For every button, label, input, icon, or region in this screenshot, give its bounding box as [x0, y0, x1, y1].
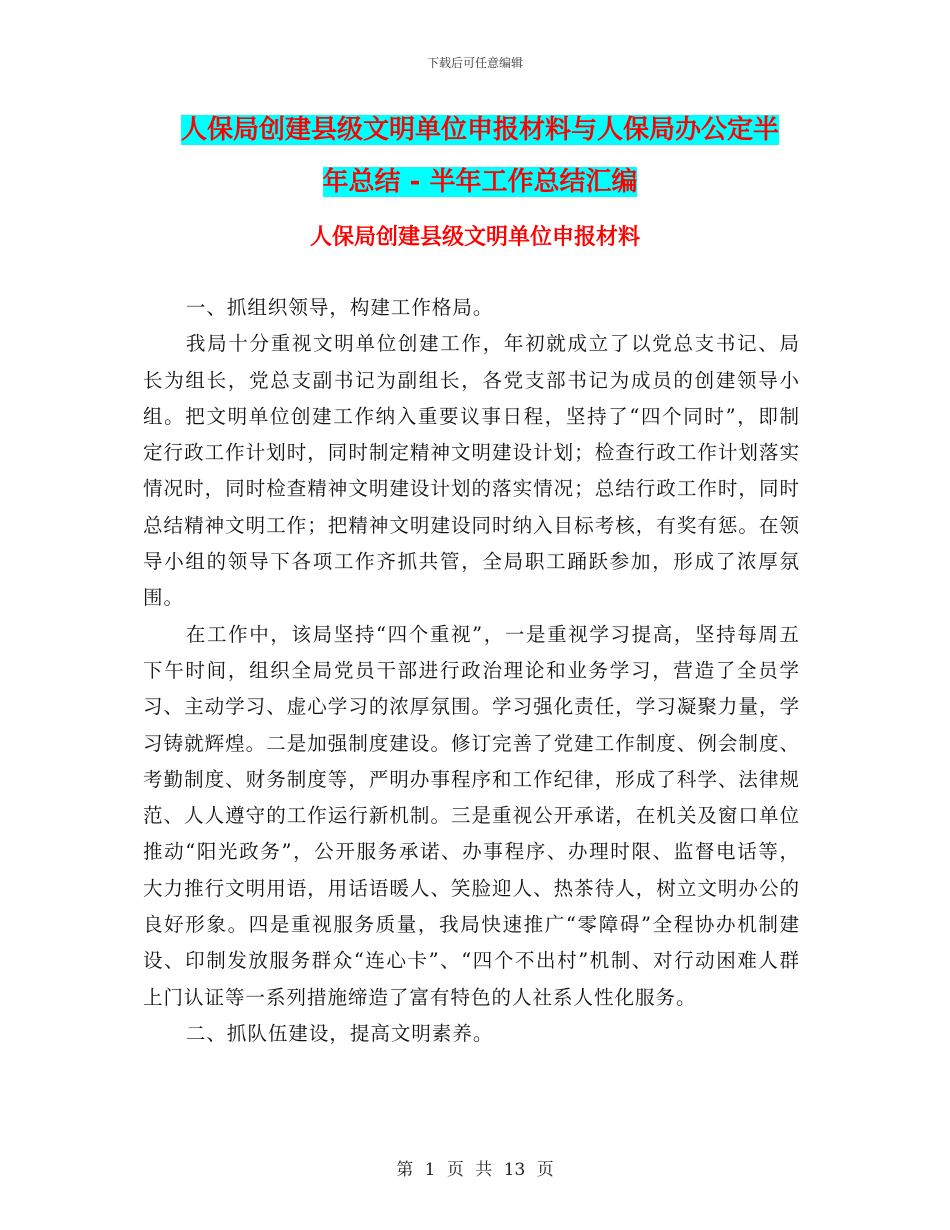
document-title-line-1: 人保局创建县级文明单位申报材料与人保局办公定半	[180, 115, 779, 145]
body-paragraph-2: 在工作中，该局坚持“四个重视”，一是重视学习提高，坚持每周五下午时间，组织全局党员干部进行政治理论和业务学习，营造了全员学习、主动学习、虚心学习的浓厚氛围。学习强化责任，学习凝聚力量，学习铸就辉煌。二是加强制度建设。修订完善了党建工作制度、例会制度、考勤制度、财务制度等，严明办事程序和工作纪律，形成了科学、法律规范、人人遵守的工作运行新机制。三是重视公开承诺，在机关及窗口单位推动“阳光政务”，公开服务承诺、办事程序、办理时限、监督电话等，大力推行文明用语，用话语暖人、笑脸迎人、热茶待人，树立文明办公的良好形象。四是重视服务质量，我局快速推广“零障碍”全程协办机制建设、印制发放服务群众“连心卡”、“四个不出村”机制、对行动困难人群上门认证等一系列措施缔造了富有特色的人社系人性化服务。	[143, 622, 800, 1009]
page-footer: 第 1 页 共 13 页	[396, 1160, 554, 1180]
heading-paragraph-1: 一、抓组织领导，构建工作格局。	[185, 296, 494, 319]
section-title: 人保局创建县级文明单位申报材料	[309, 225, 640, 250]
body-paragraph-1: 我局十分重视文明单位创建工作，年初就成立了以党总支书记、局长为组长，党总支副书记为副组长，各党支部书记为成员的创建领导小组。把文明单位创建工作纳入重要议事日程，坚持了“四个同时”，即制定行政工作计划时，同时制定精神文明建设计划；检查行政工作计划落实情况时，同时检查精神文明建设计划的落实情况；总结行政工作时，同时总结精神文明工作；把精神文明建设同时纳入目标考核，有奖有惩。在领导小组的领导下各项工作齐抓共管，全局职工踊跃参加，形成了浓厚氛围。	[143, 332, 800, 610]
heading-paragraph-2: 二、抓队伍建设，提高文明素养。	[185, 1021, 494, 1045]
document-title-line-2: 年总结 - 半年工作总结汇编	[322, 167, 638, 197]
body-text	[143, 290, 800, 1052]
header-note: 下载后可任意编辑	[426, 56, 523, 70]
document-title	[140, 104, 820, 208]
